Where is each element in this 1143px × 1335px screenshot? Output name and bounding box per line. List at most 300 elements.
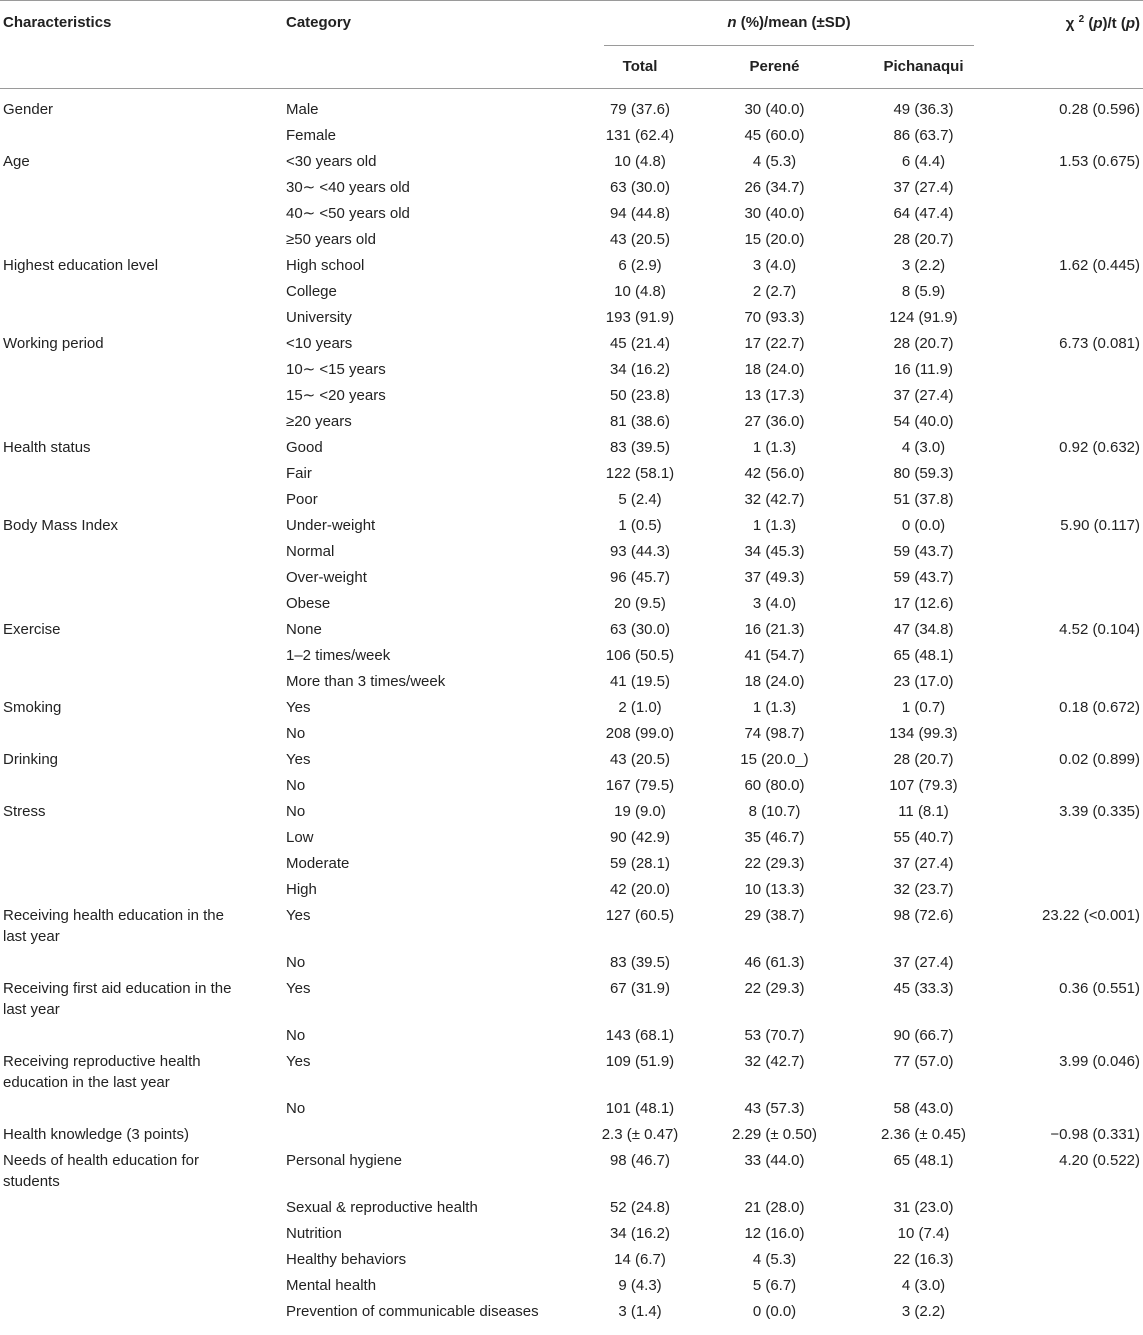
category-cell: College <box>286 282 337 300</box>
total-cell: 98 (46.7) <box>609 1151 671 1169</box>
total-cell: 52 (24.8) <box>609 1198 671 1216</box>
pichanaqui-cell: 32 (23.7) <box>893 880 954 898</box>
characteristic-cell <box>0 773 282 799</box>
table-row <box>0 799 1143 825</box>
characteristic-cell: Smoking <box>3 698 62 716</box>
characteristic-cell <box>0 357 282 383</box>
category-cell: Male <box>286 100 319 118</box>
category-cell: Female <box>286 126 337 144</box>
characteristic-cell <box>0 539 282 565</box>
perene-cell: 8 (10.7) <box>748 802 801 820</box>
table-row <box>0 851 1143 877</box>
statistic-cell <box>978 1221 1143 1247</box>
statistic-cell <box>978 1195 1143 1221</box>
header-group-n: n <box>727 14 737 31</box>
category-cell: ≥20 years <box>286 412 352 430</box>
table-row <box>0 227 1143 253</box>
statistic-cell: 0.92 (0.632) <box>1059 438 1140 456</box>
characteristic-cell <box>0 591 282 617</box>
pichanaqui-cell: 4 (3.0) <box>901 438 946 456</box>
perene-cell: 1 (1.3) <box>752 516 797 534</box>
perene-cell: 1 (1.3) <box>752 438 797 456</box>
perene-cell: 12 (16.0) <box>744 1224 805 1242</box>
table-body <box>0 88 1143 1325</box>
table-row <box>0 357 1143 383</box>
statistic-cell: 4.52 (0.104) <box>1059 620 1140 638</box>
characteristic-cell: Working period <box>3 334 104 352</box>
pichanaqui-cell: 90 (66.7) <box>893 1026 954 1044</box>
characteristic-cell: Age <box>3 152 30 170</box>
header-perene: Perené <box>680 46 869 88</box>
pichanaqui-cell: 59 (43.7) <box>893 568 954 586</box>
statistic-cell <box>978 305 1143 331</box>
perene-cell: 27 (36.0) <box>744 412 805 430</box>
characteristic-cell: Health status <box>3 438 91 456</box>
pichanaqui-cell: 17 (12.6) <box>893 594 954 612</box>
total-cell: 9 (4.3) <box>618 1276 662 1294</box>
pichanaqui-cell: 31 (23.0) <box>893 1198 954 1216</box>
perene-cell: 30 (40.0) <box>744 100 805 118</box>
table-row <box>0 1122 1143 1148</box>
header-statistic: χ $^2$ (p)/t (p) <box>978 1 1143 47</box>
characteristic-cell <box>0 1273 282 1299</box>
category-cell: Nutrition <box>286 1224 342 1242</box>
pichanaqui-cell: 45 (33.3) <box>893 979 954 997</box>
category-cell: No <box>286 776 306 794</box>
perene-cell: 4 (5.3) <box>752 1250 797 1268</box>
perene-cell: 53 (70.7) <box>744 1026 805 1044</box>
statistic-cell <box>978 565 1143 591</box>
perene-cell: 13 (17.3) <box>744 386 805 404</box>
table-row <box>0 825 1143 851</box>
table-row <box>0 409 1143 435</box>
header-group-rest: (%)/mean (±SD) <box>736 14 851 31</box>
statistic-cell: 5.90 (0.117) <box>1060 516 1140 534</box>
total-cell: 43 (20.5) <box>609 750 671 768</box>
characteristic-cell <box>0 669 282 695</box>
characteristic-cell <box>0 201 282 227</box>
perene-cell: 18 (24.0) <box>744 360 805 378</box>
statistic-cell: 3.99 (0.046) <box>1059 1052 1140 1070</box>
table-row <box>0 773 1143 799</box>
statistic-cell: 0.28 (0.596) <box>1059 100 1140 118</box>
statistic-cell <box>978 487 1143 513</box>
header-characteristics: Characteristics <box>0 1 282 47</box>
statistic-cell <box>978 721 1143 747</box>
total-cell: 63 (30.0) <box>609 620 671 638</box>
pichanaqui-cell: 98 (72.6) <box>893 906 954 924</box>
perene-cell: 32 (42.7) <box>744 1052 805 1070</box>
category-cell: Prevention of communicable diseases <box>286 1302 539 1320</box>
pichanaqui-cell: 134 (99.3) <box>889 724 958 742</box>
statistic-cell <box>978 1247 1143 1273</box>
perene-cell: 1 (1.3) <box>752 698 797 716</box>
category-cell: Low <box>286 828 314 846</box>
characteristic-cell: Receiving first aid education in the last year <box>3 979 232 1018</box>
pichanaqui-cell: 37 (27.4) <box>893 953 954 971</box>
table-row <box>0 643 1143 669</box>
characteristic-cell: Needs of health education for students <box>3 1151 199 1190</box>
header-total: Total <box>600 46 680 88</box>
characteristic-cell <box>0 721 282 747</box>
characteristic-cell <box>0 383 282 409</box>
header-pichanaqui: Pichanaqui <box>869 46 978 88</box>
total-cell: 42 (20.0) <box>609 880 671 898</box>
category-cell: Yes <box>286 979 311 997</box>
statistic-cell: 0.02 (0.899) <box>1059 750 1140 768</box>
statistic-cell <box>978 825 1143 851</box>
characteristic-cell <box>0 877 282 903</box>
category-cell: 15∼ <20 years <box>286 386 386 404</box>
pichanaqui-cell: 77 (57.0) <box>893 1052 954 1070</box>
pichanaqui-cell: 10 (7.4) <box>897 1224 950 1242</box>
pichanaqui-cell: 59 (43.7) <box>893 542 954 560</box>
category-cell: Yes <box>286 698 311 716</box>
table-row <box>0 1023 1143 1049</box>
characteristic-cell <box>0 1195 282 1221</box>
table-row <box>0 669 1143 695</box>
statistic-cell <box>978 950 1143 976</box>
pichanaqui-cell: 28 (20.7) <box>893 750 954 768</box>
statistic-cell <box>978 279 1143 305</box>
perene-cell: 33 (44.0) <box>744 1151 805 1169</box>
perene-cell: 45 (60.0) <box>744 126 805 144</box>
category-cell: Over-weight <box>286 568 367 586</box>
category-cell: No <box>286 724 306 742</box>
pichanaqui-cell: 47 (34.8) <box>893 620 954 638</box>
category-cell: More than 3 times/week <box>286 672 446 690</box>
perene-cell: 15 (20.0_) <box>740 750 809 768</box>
category-cell: Moderate <box>286 854 350 872</box>
table-row <box>0 1273 1143 1299</box>
perene-cell: 5 (6.7) <box>752 1276 797 1294</box>
statistic-cell <box>978 851 1143 877</box>
table-row <box>0 747 1143 773</box>
statistic-cell: −0.98 (0.331) <box>1050 1125 1140 1143</box>
characteristic-cell <box>0 1023 282 1049</box>
statistic-cell <box>978 1023 1143 1049</box>
table-row <box>0 175 1143 201</box>
category-cell: Yes <box>286 750 311 768</box>
total-cell: 81 (38.6) <box>609 412 671 430</box>
perene-cell: 37 (49.3) <box>744 568 805 586</box>
category-cell: Normal <box>286 542 335 560</box>
pichanaqui-cell: 55 (40.7) <box>893 828 954 846</box>
characteristic-cell <box>0 1299 282 1325</box>
perene-cell: 30 (40.0) <box>744 204 805 222</box>
total-cell: 109 (51.9) <box>605 1052 675 1070</box>
characteristic-cell: Receiving health education in the last year <box>3 906 224 945</box>
table-row <box>0 617 1143 643</box>
category-cell: Under-weight <box>286 516 376 534</box>
perene-cell: 74 (98.7) <box>744 724 805 742</box>
characteristic-cell: Highest education level <box>3 256 159 274</box>
category-cell: High school <box>286 256 365 274</box>
total-cell: 1 (0.5) <box>618 516 662 534</box>
perene-cell: 41 (54.7) <box>744 646 805 664</box>
total-cell: 19 (9.0) <box>614 802 666 820</box>
perene-cell: 0 (0.0) <box>752 1302 797 1320</box>
total-cell: 43 (20.5) <box>609 230 671 248</box>
table-row <box>0 461 1143 487</box>
category-cell: ≥50 years old <box>286 230 376 248</box>
characteristic-cell: Health knowledge (3 points) <box>3 1125 189 1143</box>
characteristic-cell <box>0 643 282 669</box>
pichanaqui-cell: 22 (16.3) <box>893 1250 954 1268</box>
pichanaqui-cell: 6 (4.4) <box>901 152 946 170</box>
total-cell: 63 (30.0) <box>609 178 671 196</box>
total-cell: 10 (4.8) <box>614 282 666 300</box>
statistic-cell: 1.62 (0.445) <box>1059 256 1140 274</box>
table-row <box>0 695 1143 721</box>
table-row <box>0 123 1143 149</box>
statistic-cell <box>978 123 1143 149</box>
pichanaqui-cell: 28 (20.7) <box>893 230 954 248</box>
category-cell <box>282 1122 600 1148</box>
characteristic-cell <box>0 461 282 487</box>
pichanaqui-cell: 1 (0.7) <box>901 698 946 716</box>
characteristic-cell: Receiving reproductive health education in the last year <box>3 1052 201 1091</box>
table-row <box>0 435 1143 461</box>
table-row <box>0 253 1143 279</box>
statistic-cell: 6.73 (0.081) <box>1059 334 1140 352</box>
characteristic-cell: Gender <box>3 100 54 118</box>
pichanaqui-cell: 8 (5.9) <box>901 282 946 300</box>
header-row-1 <box>0 1 1143 47</box>
statistic-cell: 3.39 (0.335) <box>1059 802 1140 820</box>
category-cell: Personal hygiene <box>286 1151 402 1169</box>
table-row <box>0 149 1143 175</box>
table-row <box>0 487 1143 513</box>
table-row <box>0 539 1143 565</box>
total-cell: 208 (99.0) <box>605 724 675 742</box>
pichanaqui-cell: 2.36 (± 0.45) <box>881 1125 966 1143</box>
pichanaqui-cell: 58 (43.0) <box>893 1099 954 1117</box>
table-row <box>0 877 1143 903</box>
perene-cell: 3 (4.0) <box>752 594 797 612</box>
table-row <box>0 903 1143 950</box>
category-cell: Yes <box>286 1052 311 1070</box>
total-cell: 14 (6.7) <box>614 1250 666 1268</box>
pichanaqui-cell: 3 (2.2) <box>901 1302 946 1320</box>
table-row <box>0 513 1143 539</box>
characteristic-cell <box>0 123 282 149</box>
total-cell: 193 (91.9) <box>605 308 675 326</box>
statistic-cell <box>978 383 1143 409</box>
pichanaqui-cell: 37 (27.4) <box>893 854 954 872</box>
category-cell: Poor <box>286 490 318 508</box>
pichanaqui-cell: 65 (48.1) <box>893 1151 954 1169</box>
statistic-cell: 4.20 (0.522) <box>1059 1151 1140 1169</box>
perene-cell: 17 (22.7) <box>744 334 805 352</box>
pichanaqui-cell: 11 (8.1) <box>898 802 949 820</box>
total-cell: 93 (44.3) <box>609 542 671 560</box>
perene-cell: 2 (2.7) <box>752 282 797 300</box>
statistic-cell: 1.53 (0.675) <box>1059 152 1140 170</box>
category-cell: Yes <box>286 906 311 924</box>
table-row <box>0 201 1143 227</box>
table-row <box>0 565 1143 591</box>
characteristic-cell <box>0 409 282 435</box>
table-row <box>0 1247 1143 1273</box>
statistic-cell <box>978 227 1143 253</box>
total-cell: 90 (42.9) <box>609 828 671 846</box>
perene-cell: 2.29 (± 0.50) <box>732 1125 817 1143</box>
pichanaqui-cell: 107 (79.3) <box>889 776 958 794</box>
pichanaqui-cell: 86 (63.7) <box>893 126 954 144</box>
table-row <box>0 976 1143 1023</box>
table-row <box>0 331 1143 357</box>
statistic-cell <box>978 175 1143 201</box>
category-cell: <10 years <box>286 334 353 352</box>
header-group <box>600 1 978 47</box>
characteristic-cell <box>0 227 282 253</box>
pichanaqui-cell: 80 (59.3) <box>893 464 954 482</box>
pichanaqui-cell: 64 (47.4) <box>893 204 954 222</box>
pichanaqui-cell: 28 (20.7) <box>893 334 954 352</box>
characteristic-cell <box>0 279 282 305</box>
total-cell: 20 (9.5) <box>614 594 666 612</box>
characteristic-cell <box>0 1221 282 1247</box>
category-cell: None <box>286 620 322 638</box>
table-row <box>0 1049 1143 1096</box>
statistic-cell <box>978 643 1143 669</box>
statistic-cell <box>978 591 1143 617</box>
total-cell: 2.3 (± 0.47) <box>601 1125 679 1143</box>
statistic-cell <box>978 409 1143 435</box>
characteristic-cell <box>0 565 282 591</box>
statistic-cell <box>978 1299 1143 1325</box>
total-cell: 34 (16.2) <box>609 1224 671 1242</box>
perene-cell: 42 (56.0) <box>744 464 805 482</box>
category-cell: Obese <box>286 594 331 612</box>
category-cell: Fair <box>286 464 312 482</box>
characteristic-cell: Exercise <box>3 620 61 638</box>
perene-cell: 46 (61.3) <box>744 953 805 971</box>
perene-cell: 22 (29.3) <box>744 854 805 872</box>
statistic-cell <box>978 877 1143 903</box>
category-cell: No <box>286 1026 306 1044</box>
category-cell: Sexual & reproductive health <box>286 1198 478 1216</box>
pichanaqui-cell: 23 (17.0) <box>893 672 954 690</box>
total-cell: 10 (4.8) <box>614 152 666 170</box>
characteristic-cell <box>0 175 282 201</box>
characteristic-cell <box>0 305 282 331</box>
pichanaqui-cell: 37 (27.4) <box>893 386 954 404</box>
category-cell: Healthy behaviors <box>286 1250 407 1268</box>
table-row <box>0 1221 1143 1247</box>
statistic-cell <box>978 669 1143 695</box>
table-row <box>0 721 1143 747</box>
total-cell: 127 (60.5) <box>605 906 675 924</box>
characteristic-cell: Stress <box>3 802 46 820</box>
pichanaqui-cell: 3 (2.2) <box>901 256 946 274</box>
header-category: Category <box>282 1 600 47</box>
perene-cell: 60 (80.0) <box>744 776 805 794</box>
statistic-cell: 23.22 (<0.001) <box>1042 906 1140 924</box>
pichanaqui-cell: 65 (48.1) <box>893 646 954 664</box>
characteristic-cell <box>0 950 282 976</box>
category-cell: Mental health <box>286 1276 377 1294</box>
statistic-cell: 0.18 (0.672) <box>1059 698 1140 716</box>
pichanaqui-cell: 49 (36.3) <box>893 100 954 118</box>
perene-cell: 16 (21.3) <box>744 620 805 638</box>
total-cell: 122 (58.1) <box>605 464 675 482</box>
perene-cell: 35 (46.7) <box>744 828 805 846</box>
header-row-2 <box>0 46 1143 88</box>
table-row <box>0 1148 1143 1195</box>
total-cell: 6 (2.9) <box>618 256 662 274</box>
pichanaqui-cell: 16 (11.9) <box>894 360 953 378</box>
perene-cell: 26 (34.7) <box>744 178 805 196</box>
statistic-cell <box>978 773 1143 799</box>
total-cell: 5 (2.4) <box>618 490 662 508</box>
table-row <box>0 1096 1143 1122</box>
pichanaqui-cell: 54 (40.0) <box>893 412 954 430</box>
characteristic-cell <box>0 851 282 877</box>
perene-cell: 21 (28.0) <box>744 1198 805 1216</box>
category-cell: High <box>286 880 317 898</box>
statistic-cell <box>978 1273 1143 1299</box>
total-cell: 83 (39.5) <box>609 438 671 456</box>
category-cell: No <box>286 953 306 971</box>
total-cell: 106 (50.5) <box>605 646 675 664</box>
statistic-cell <box>978 539 1143 565</box>
category-cell: 10∼ <15 years <box>286 360 386 378</box>
pichanaqui-cell: 37 (27.4) <box>893 178 954 196</box>
perene-cell: 32 (42.7) <box>744 490 805 508</box>
category-cell: 40∼ <50 years old <box>286 204 410 222</box>
category-cell: University <box>286 308 352 326</box>
perene-cell: 22 (29.3) <box>744 979 805 997</box>
perene-cell: 15 (20.0) <box>744 230 805 248</box>
category-cell: 1–2 times/week <box>286 646 391 664</box>
characteristic-cell: Body Mass Index <box>3 516 119 534</box>
total-cell: 79 (37.6) <box>609 100 671 118</box>
total-cell: 45 (21.4) <box>609 334 671 352</box>
table-row <box>0 950 1143 976</box>
total-cell: 131 (62.4) <box>605 126 675 144</box>
characteristic-cell <box>0 1096 282 1122</box>
category-cell: 30∼ <40 years old <box>286 178 410 196</box>
perene-cell: 70 (93.3) <box>744 308 805 326</box>
total-cell: 2 (1.0) <box>618 698 662 716</box>
perene-cell: 34 (45.3) <box>744 542 805 560</box>
pichanaqui-cell: 0 (0.0) <box>901 516 946 534</box>
table-row <box>0 1195 1143 1221</box>
perene-cell: 18 (24.0) <box>744 672 805 690</box>
table-row <box>0 279 1143 305</box>
pichanaqui-cell: 4 (3.0) <box>901 1276 946 1294</box>
statistic-cell: 0.36 (0.551) <box>1059 979 1140 997</box>
category-cell: No <box>286 802 306 820</box>
characteristic-cell <box>0 825 282 851</box>
total-cell: 101 (48.1) <box>605 1099 675 1117</box>
table-row <box>0 383 1143 409</box>
statistic-cell <box>978 201 1143 227</box>
statistic-cell <box>978 357 1143 383</box>
total-cell: 3 (1.4) <box>618 1302 662 1320</box>
perene-cell: 10 (13.3) <box>744 880 805 898</box>
perene-cell: 29 (38.7) <box>744 906 805 924</box>
category-cell: Good <box>286 438 323 456</box>
category-cell: No <box>286 1099 306 1117</box>
table-row <box>0 305 1143 331</box>
total-cell: 67 (31.9) <box>609 979 671 997</box>
perene-cell: 43 (57.3) <box>744 1099 805 1117</box>
table-row <box>0 591 1143 617</box>
table-row <box>0 1299 1143 1325</box>
